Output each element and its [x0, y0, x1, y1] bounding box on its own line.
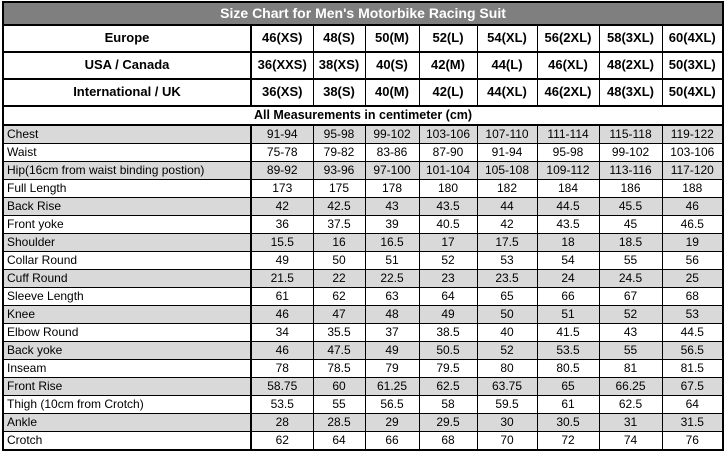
measurement-row-label: Front yoke [3, 216, 251, 234]
measurement-value-cell: 38.5 [419, 324, 477, 342]
measurement-value-cell: 107-110 [477, 125, 537, 144]
measurement-value-cell: 34 [251, 324, 313, 342]
measurement-value-cell: 91-94 [251, 125, 313, 144]
size-row-label: USA / Canada [3, 52, 251, 79]
measurement-value-cell: 56 [662, 252, 723, 270]
measurement-value-cell: 53.5 [251, 396, 313, 414]
measurement-value-cell: 66.25 [599, 378, 662, 396]
measurement-value-cell: 60 [313, 378, 365, 396]
measurement-value-cell: 64 [662, 396, 723, 414]
size-row [3, 25, 723, 52]
measurement-row-label: Ankle [3, 414, 251, 432]
size-value-cell: 58(3XL) [599, 25, 662, 52]
measurement-value-cell: 56.5 [365, 396, 419, 414]
measurement-value-cell: 111-114 [537, 125, 599, 144]
measurement-value-cell: 52 [419, 252, 477, 270]
measurement-value-cell: 178 [365, 180, 419, 198]
measurement-value-cell: 63 [365, 288, 419, 306]
measurement-value-cell: 62.5 [599, 396, 662, 414]
measurement-value-cell: 50 [477, 306, 537, 324]
size-value-cell: 38(S) [313, 79, 365, 106]
measurement-value-cell: 41.5 [537, 324, 599, 342]
size-value-cell: 50(3XL) [662, 52, 723, 79]
measurement-value-cell: 63.75 [477, 378, 537, 396]
measurement-row-label: Hip(16cm from waist binding postion) [3, 162, 251, 180]
size-row [3, 52, 723, 79]
measurement-value-cell: 61 [537, 396, 599, 414]
size-value-cell: 50(M) [365, 25, 419, 52]
measurement-row-label: Elbow Round [3, 324, 251, 342]
measurement-value-cell: 53 [477, 252, 537, 270]
measurement-value-cell: 65 [537, 378, 599, 396]
size-value-cell: 48(S) [313, 25, 365, 52]
measurement-value-cell: 81.5 [662, 360, 723, 378]
measurement-value-cell: 24 [537, 270, 599, 288]
measurement-value-cell: 62 [313, 288, 365, 306]
measurement-value-cell: 42 [477, 216, 537, 234]
size-value-cell: 60(4XL) [662, 25, 723, 52]
measurement-row-label: Collar Round [3, 252, 251, 270]
measurement-value-cell: 80.5 [537, 360, 599, 378]
size-value-cell: 42(L) [419, 79, 477, 106]
measurement-row-label: Crotch [3, 432, 251, 451]
measurement-value-cell: 103-106 [419, 125, 477, 144]
measurement-value-cell: 53 [662, 306, 723, 324]
measurement-value-cell: 43 [599, 324, 662, 342]
size-value-cell: 50(4XL) [662, 79, 723, 106]
size-value-cell: 40(M) [365, 79, 419, 106]
measurement-value-cell: 49 [365, 342, 419, 360]
measurement-value-cell: 19 [662, 234, 723, 252]
measurement-value-cell: 173 [251, 180, 313, 198]
measurement-value-cell: 35.5 [313, 324, 365, 342]
measurement-value-cell: 21.5 [251, 270, 313, 288]
measurement-value-cell: 61.25 [365, 378, 419, 396]
measurement-value-cell: 58 [419, 396, 477, 414]
measurement-value-cell: 101-104 [419, 162, 477, 180]
measurement-value-cell: 17.5 [477, 234, 537, 252]
measurement-value-cell: 105-108 [477, 162, 537, 180]
measurement-value-cell: 48 [365, 306, 419, 324]
measurement-row [3, 306, 723, 324]
measurement-value-cell: 75-78 [251, 144, 313, 162]
measurement-row [3, 198, 723, 216]
measurement-value-cell: 44.5 [662, 324, 723, 342]
measurement-value-cell: 99-102 [599, 144, 662, 162]
measurement-row [3, 216, 723, 234]
measurement-row [3, 288, 723, 306]
size-value-cell: 46(2XL) [537, 79, 599, 106]
size-value-cell: 56(2XL) [537, 25, 599, 52]
measurement-value-cell: 115-118 [599, 125, 662, 144]
measurement-row-label: Sleeve Length [3, 288, 251, 306]
units-section [3, 106, 723, 125]
measurement-value-cell: 18 [537, 234, 599, 252]
measurement-value-cell: 47.5 [313, 342, 365, 360]
measurement-value-cell: 53.5 [537, 342, 599, 360]
size-value-cell: 46(XS) [251, 25, 313, 52]
measurement-row [3, 162, 723, 180]
measurement-value-cell: 29.5 [419, 414, 477, 432]
measurement-value-cell: 46 [251, 306, 313, 324]
measurement-row [3, 234, 723, 252]
units-note: All Measurements in centimeter (cm) [3, 106, 723, 125]
size-row-label: International / UK [3, 79, 251, 106]
measurement-value-cell: 15.5 [251, 234, 313, 252]
measurement-value-cell: 180 [419, 180, 477, 198]
measurement-value-cell: 44.5 [537, 198, 599, 216]
measurement-value-cell: 50.5 [419, 342, 477, 360]
measurement-value-cell: 16.5 [365, 234, 419, 252]
size-value-cell: 44(XL) [477, 79, 537, 106]
measurement-value-cell: 72 [537, 432, 599, 451]
measurement-row [3, 252, 723, 270]
measurement-value-cell: 45 [599, 216, 662, 234]
measurement-row-label: Chest [3, 125, 251, 144]
title-section [3, 2, 723, 25]
size-value-cell: 36(XS) [251, 79, 313, 106]
measurement-value-cell: 50 [313, 252, 365, 270]
measurement-value-cell: 44 [477, 198, 537, 216]
measurement-value-cell: 184 [537, 180, 599, 198]
measurement-row [3, 360, 723, 378]
measurement-row-label: Full Length [3, 180, 251, 198]
measurement-row [3, 270, 723, 288]
size-value-cell: 48(3XL) [599, 79, 662, 106]
measurement-value-cell: 59.5 [477, 396, 537, 414]
size-row-label: Europe [3, 25, 251, 52]
measurement-value-cell: 52 [477, 342, 537, 360]
measurement-value-cell: 28.5 [313, 414, 365, 432]
title-row [3, 2, 723, 25]
measurement-value-cell: 42 [251, 198, 313, 216]
measurement-value-cell: 40.5 [419, 216, 477, 234]
measurement-value-cell: 45.5 [599, 198, 662, 216]
size-value-cell: 44(L) [477, 52, 537, 79]
measurement-value-cell: 78 [251, 360, 313, 378]
measurement-value-cell: 65 [477, 288, 537, 306]
measurement-value-cell: 68 [662, 288, 723, 306]
measurement-value-cell: 55 [599, 342, 662, 360]
measurement-row [3, 125, 723, 144]
measurement-value-cell: 56.5 [662, 342, 723, 360]
measurement-value-cell: 113-116 [599, 162, 662, 180]
measurement-value-cell: 55 [599, 252, 662, 270]
measurement-row [3, 342, 723, 360]
measurement-value-cell: 76 [662, 432, 723, 451]
measurement-row [3, 180, 723, 198]
measurement-value-cell: 91-94 [477, 144, 537, 162]
measurement-value-cell: 66 [365, 432, 419, 451]
measurement-value-cell: 70 [477, 432, 537, 451]
measurement-value-cell: 24.5 [599, 270, 662, 288]
measurement-value-cell: 67 [599, 288, 662, 306]
measurement-value-cell: 175 [313, 180, 365, 198]
measurement-value-cell: 29 [365, 414, 419, 432]
measurement-value-cell: 62 [251, 432, 313, 451]
measurement-value-cell: 62.5 [419, 378, 477, 396]
measurement-row-label: Waist [3, 144, 251, 162]
measurement-value-cell: 42.5 [313, 198, 365, 216]
measurement-value-cell: 31 [599, 414, 662, 432]
measurement-value-cell: 79 [365, 360, 419, 378]
measurement-row-label: Front Rise [3, 378, 251, 396]
size-value-cell: 40(S) [365, 52, 419, 79]
measurement-value-cell: 99-102 [365, 125, 419, 144]
measurement-row-label: Back yoke [3, 342, 251, 360]
measurement-value-cell: 64 [419, 288, 477, 306]
measurement-row-label: Cuff Round [3, 270, 251, 288]
size-row [3, 79, 723, 106]
measurement-row-label: Inseam [3, 360, 251, 378]
measurement-value-cell: 22 [313, 270, 365, 288]
measurement-value-cell: 17 [419, 234, 477, 252]
measurement-value-cell: 23.5 [477, 270, 537, 288]
measurement-value-cell: 54 [537, 252, 599, 270]
measurement-value-cell: 95-98 [313, 125, 365, 144]
size-value-cell: 48(2XL) [599, 52, 662, 79]
measurement-value-cell: 39 [365, 216, 419, 234]
measurement-value-cell: 74 [599, 432, 662, 451]
measurement-row-label: Knee [3, 306, 251, 324]
measurement-value-cell: 31.5 [662, 414, 723, 432]
measurement-value-cell: 87-90 [419, 144, 477, 162]
measurement-value-cell: 58.75 [251, 378, 313, 396]
measurement-value-cell: 95-98 [537, 144, 599, 162]
measurement-value-cell: 40 [477, 324, 537, 342]
measurement-row-label: Thigh (10cm from Crotch) [3, 396, 251, 414]
measurement-value-cell: 81 [599, 360, 662, 378]
measurement-value-cell: 43.5 [419, 198, 477, 216]
measurement-value-cell: 30.5 [537, 414, 599, 432]
measurement-value-cell: 37 [365, 324, 419, 342]
size-chart-table [2, 1, 724, 451]
measurement-row [3, 414, 723, 432]
measurement-value-cell: 55 [313, 396, 365, 414]
measurement-value-cell: 51 [537, 306, 599, 324]
measurement-value-cell: 188 [662, 180, 723, 198]
measurement-value-cell: 109-112 [537, 162, 599, 180]
size-value-cell: 36(XXS) [251, 52, 313, 79]
size-value-cell: 38(XS) [313, 52, 365, 79]
measurement-value-cell: 66 [537, 288, 599, 306]
measurement-value-cell: 79.5 [419, 360, 477, 378]
measurement-value-cell: 93-96 [313, 162, 365, 180]
measurement-value-cell: 61 [251, 288, 313, 306]
measurement-value-cell: 83-86 [365, 144, 419, 162]
size-value-cell: 54(XL) [477, 25, 537, 52]
measurement-value-cell: 67.5 [662, 378, 723, 396]
measurement-value-cell: 43 [365, 198, 419, 216]
measurement-value-cell: 97-100 [365, 162, 419, 180]
measurement-value-cell: 186 [599, 180, 662, 198]
measurement-value-cell: 117-120 [662, 162, 723, 180]
measurement-value-cell: 80 [477, 360, 537, 378]
measurement-value-cell: 30 [477, 414, 537, 432]
measurement-value-cell: 22.5 [365, 270, 419, 288]
measurement-value-cell: 79-82 [313, 144, 365, 162]
measurement-value-cell: 49 [419, 306, 477, 324]
measurement-value-cell: 37.5 [313, 216, 365, 234]
measurement-row [3, 378, 723, 396]
measurement-value-cell: 52 [599, 306, 662, 324]
measurement-row-label: Shoulder [3, 234, 251, 252]
measurement-value-cell: 119-122 [662, 125, 723, 144]
size-value-cell: 46(XL) [537, 52, 599, 79]
measurement-value-cell: 78.5 [313, 360, 365, 378]
measurement-value-cell: 28 [251, 414, 313, 432]
measurement-row [3, 144, 723, 162]
measurement-value-cell: 47 [313, 306, 365, 324]
measurement-value-cell: 68 [419, 432, 477, 451]
measurement-row [3, 324, 723, 342]
size-value-cell: 52(L) [419, 25, 477, 52]
measurement-value-cell: 46.5 [662, 216, 723, 234]
measurement-value-cell: 89-92 [251, 162, 313, 180]
size-value-cell: 42(M) [419, 52, 477, 79]
measurement-row-label: Back Rise [3, 198, 251, 216]
measurement-value-cell: 64 [313, 432, 365, 451]
measurement-rows [3, 125, 723, 450]
measurement-value-cell: 182 [477, 180, 537, 198]
measurement-value-cell: 51 [365, 252, 419, 270]
measurement-value-cell: 43.5 [537, 216, 599, 234]
measurement-value-cell: 49 [251, 252, 313, 270]
measurement-value-cell: 18.5 [599, 234, 662, 252]
measurement-value-cell: 46 [251, 342, 313, 360]
measurement-value-cell: 103-106 [662, 144, 723, 162]
measurement-value-cell: 25 [662, 270, 723, 288]
measurement-value-cell: 36 [251, 216, 313, 234]
measurement-value-cell: 16 [313, 234, 365, 252]
chart-title: Size Chart for Men's Motorbike Racing Suit [3, 2, 723, 25]
units-row [3, 106, 723, 125]
size-header-rows [3, 25, 723, 106]
measurement-row [3, 432, 723, 451]
measurement-value-cell: 46 [662, 198, 723, 216]
measurement-row [3, 396, 723, 414]
measurement-value-cell: 23 [419, 270, 477, 288]
